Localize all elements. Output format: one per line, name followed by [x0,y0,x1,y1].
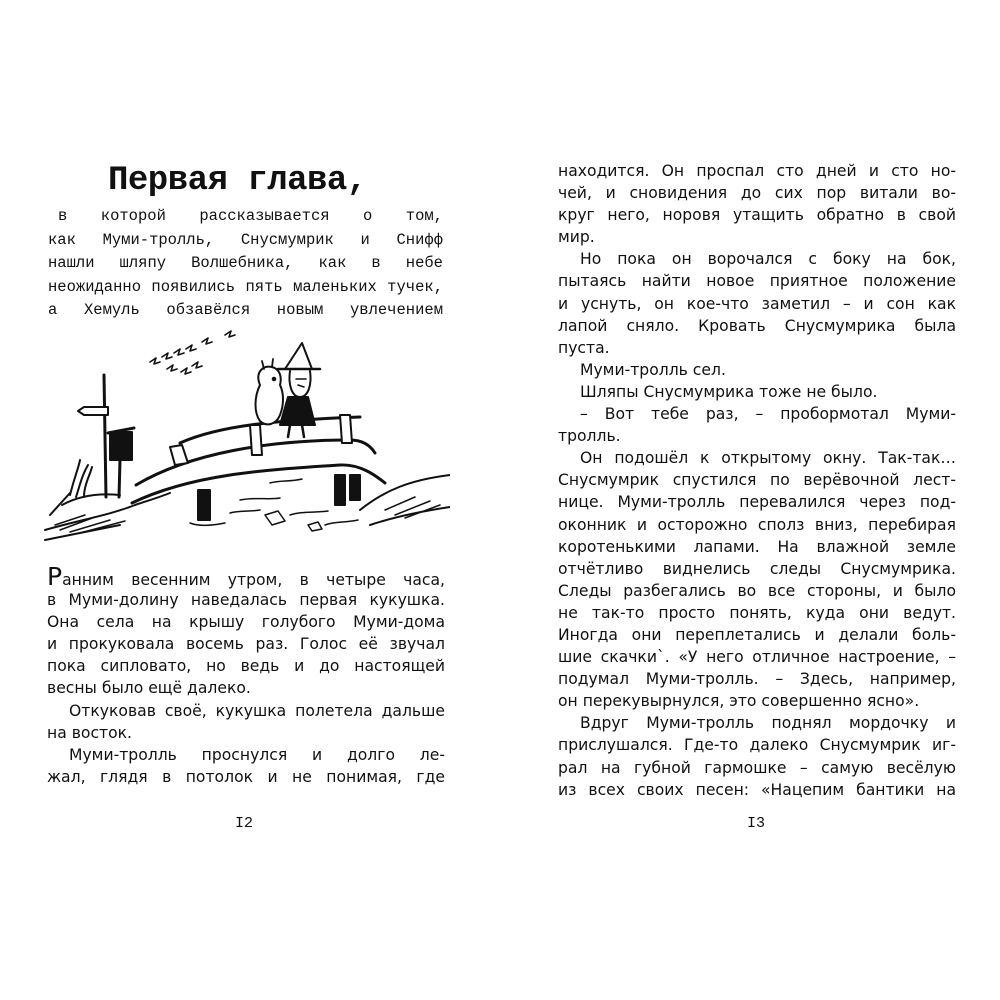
text-line: Иногда они переплетались и делали боль- [558,625,956,644]
page-number: I2 [235,815,254,832]
text-line: на восток. [47,723,133,742]
text-line: из всех своих песен: «Нацепим бантики на [558,780,956,799]
text-line: тролль. [558,427,621,446]
text-line: нице. Муми-тролль перевалился через под- [558,493,956,512]
birds-flock [150,331,235,374]
subtitle-line: неожиданно появились пять маленьких тучек, [48,277,443,296]
text-line: пытаясь найти новое приятное положение [558,272,956,291]
text-line: Шляпы Снусмумрика тоже не было. [580,382,878,401]
text-line [47,567,445,589]
text-line: пуста. [558,338,610,357]
text-line: оконник и осторожно сполз вниз, перебирая [558,515,956,534]
page-number: I3 [747,815,766,832]
text-line: весны было ещё далеко. [47,679,251,698]
text-line: Муми-тролль сел. [580,360,726,379]
text-line: жал, глядя в потолок и не понимая, где [47,767,445,786]
text-line: круг него, норовя утащить обратно в свой [558,206,956,225]
text-line: мир. [558,228,595,247]
snufkin-figure [278,343,320,437]
text-line: Следы разбегались во все стороны, и было [558,581,956,600]
text-line: Но пока он ворочался с боку на бок, [580,250,956,269]
text-line: Вдруг Муми-тролль поднял мордочку и [580,714,956,733]
text-line: и уснуть, он кое-что заметил – и сон как [558,294,956,313]
text-line: – Вот тебе раз, – пробормотал Муми- [580,405,956,424]
subtitle-line: как Муми-тролль, Снусмумрик и Снифф [48,230,443,249]
text-line: чей, и сновидения до сих пор витали во- [558,184,956,203]
text-line: прислушался. Где-то далеко Снусмумрик иг- [558,736,956,755]
text-line: не так-то просто понять, куда они ведут. [558,603,956,622]
mailbox [110,432,132,460]
text-line: Он подошёл к открытому окну. Так-так… [580,449,956,468]
text-line: лапой сняло. Кровать Снусмумрика была [558,316,956,335]
text-line: подумал Муми-тролль. – Здесь, например, [558,670,956,689]
bridge [132,465,385,503]
subtitle-line: нашли шляпу Волшебника, как в небе [48,254,443,272]
subtitle-line: в которой рассказывается о том, [58,207,443,225]
text-line: в Муми-долину наведалась первая кукушка. [47,591,445,610]
text-line: отчётливо виднелись следы Снусмумрика. [558,559,956,578]
moomin-bridge-illustration [40,325,450,550]
chapter-title: Первая глава, [108,162,367,200]
text-line: находится. Он проспал сто дней и сто но- [558,162,956,180]
text-line: и прокуковала восемь раз. Голос её звучал [47,635,445,654]
text-line: Она села на крышу голубого Муми-дома [47,613,445,632]
text-line: шие скачки`. «У него отличное настроение, – [558,648,956,667]
text-line: Снусмумрик спустился по верёвочной лест- [558,471,956,490]
chapter-subtitle [48,205,443,323]
text-line-content: анним весенним утром, в четыре часа, [62,571,445,589]
subtitle-line: а Хемуль обзавёлся новым увлечением [48,301,443,319]
text-line: Муми-тролль проснулся и долго ле- [69,745,445,764]
text-line: рал на губной гармошке – самую весёлую [558,758,956,777]
text-line: пока сипловато, но ведь и до настоящей [47,657,445,676]
signpost [104,375,106,497]
text-line: он перекувырнулся, это совершенно ясно». [558,692,920,711]
text-line: коротенькими лапами. На влажной земле [558,537,956,556]
drop-cap: Р [47,567,63,590]
left-page-body [47,567,445,788]
text-line: Откуковав своё, кукушка полетела дальше [69,701,445,720]
right-page-body [558,160,956,801]
right-page [500,0,1000,1000]
